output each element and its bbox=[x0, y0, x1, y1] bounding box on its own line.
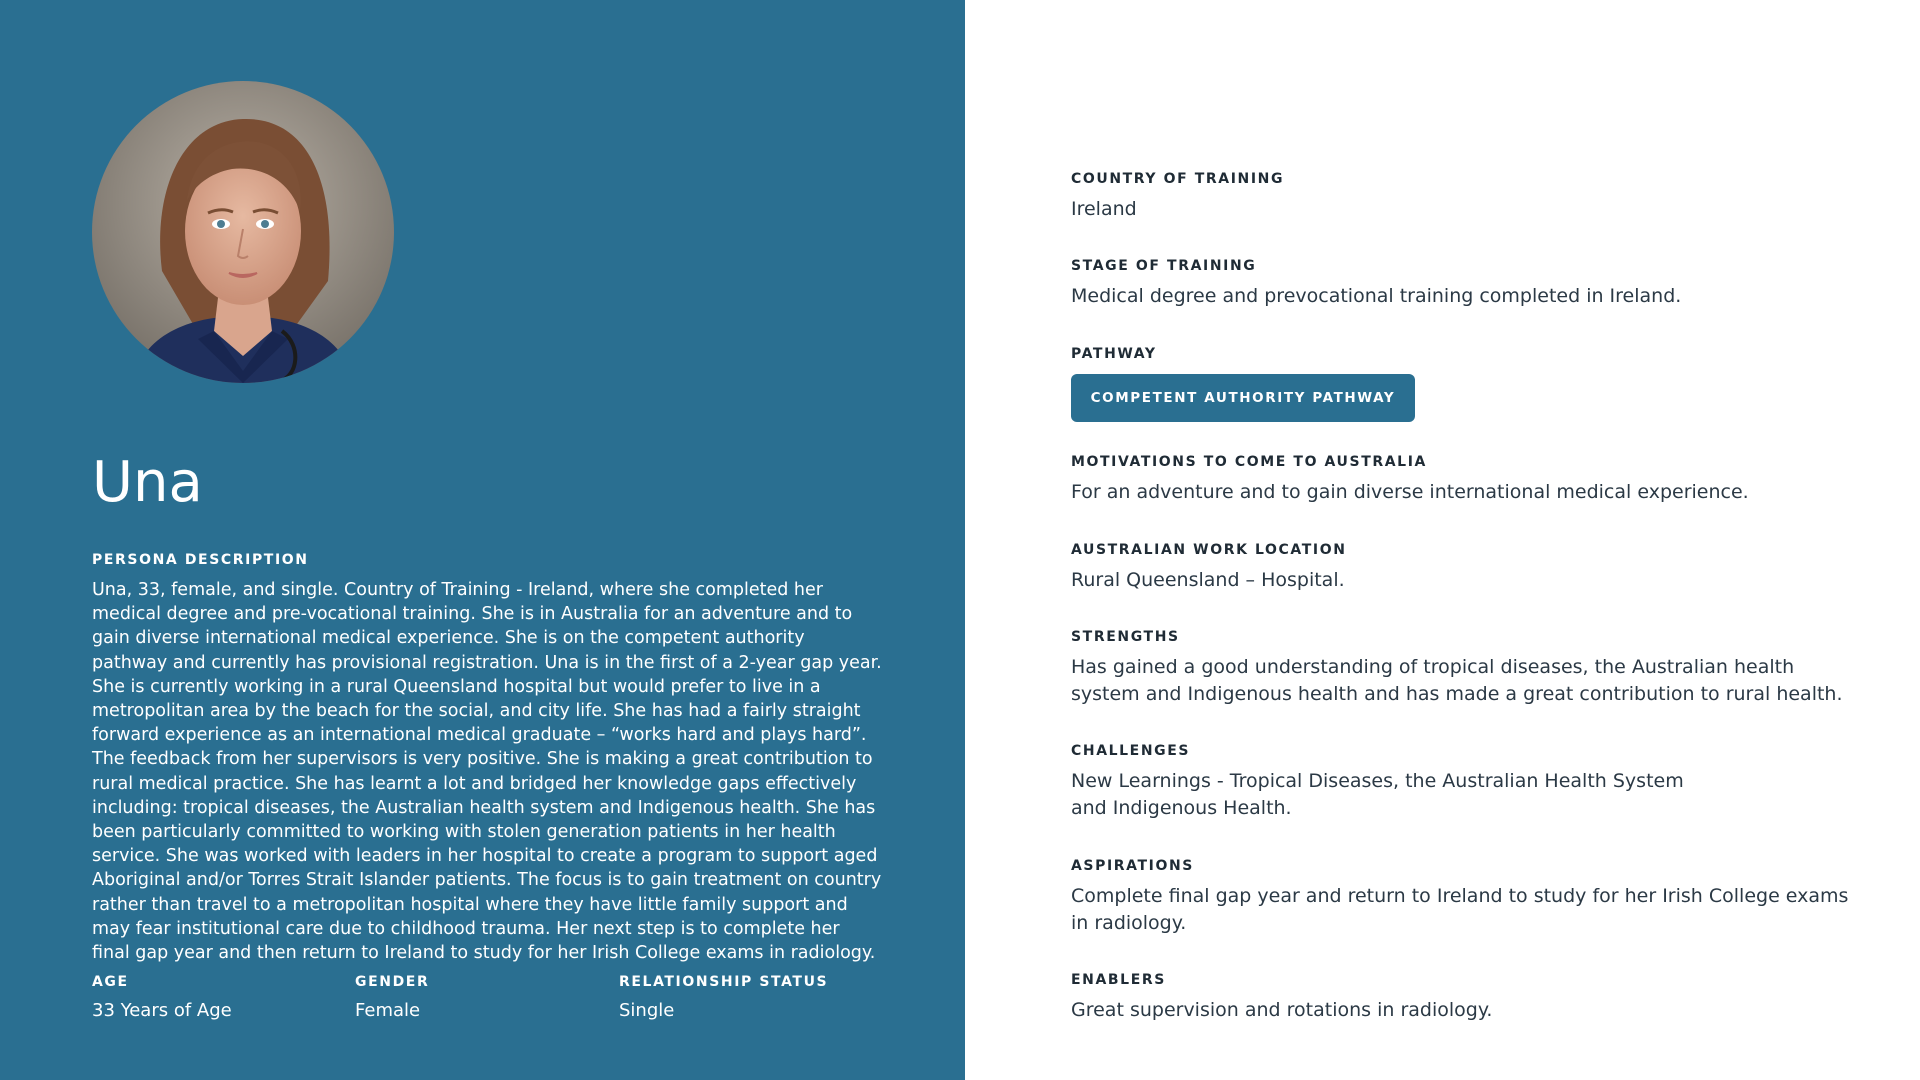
persona-details bbox=[1071, 0, 1851, 1080]
location-label: AUSTRALIAN WORK LOCATION bbox=[1071, 542, 1347, 558]
pathway-label: PATHWAY bbox=[1071, 346, 1157, 362]
persona-meta bbox=[92, 973, 892, 1033]
avatar bbox=[92, 81, 394, 383]
age-field bbox=[92, 973, 232, 1023]
persona-description: Una, 33, female, and single. Country of Training - Ireland, where she completed her medical degree and pre-vocational training. She is in Australia for an adventure and to gain diverse international medical experience. She is on the competent authority pathway and currently has provisional registration. Una is in the first of a 2-year gap year. She is currently working in a rural Queensland hospital but would prefer to live in a metropolitan area by the beach for the social, and city life. She has had a fairly straight forward experience as an international medical graduate – “works hard and plays hard”. The feedback from her supervisors is very positive. She is making a great contribution to rural medical practice. She has learnt a lot and bridged her knowledge gaps effectively including: tropical diseases, the Australian health system and Indigenous health. She has been particularly committed to working with stolen generation patients in her health service. She was worked with leaders in her hospital to create a program to support aged Aboriginal and/or Torres Strait Islander patients. The focus is to gain treatment on country rather than travel to a metropolitan hospital where they have little family support and may fear institutional care due to childhood trauma. Her next step is to complete her final gap year and then return to Ireland to study for her Irish College exams in radiology. bbox=[92, 580, 882, 964]
strengths-value: Has gained a good understanding of tropical diseases, the Australian health system and Indigenous health and has made a great contribution to rural health. bbox=[1071, 656, 1843, 705]
gender-field bbox=[355, 973, 429, 1023]
gender-value: Female bbox=[355, 1000, 421, 1021]
motivations-field bbox=[1071, 453, 1851, 506]
aspirations-field bbox=[1071, 857, 1851, 937]
persona-photo-icon bbox=[92, 81, 394, 383]
enablers-label: ENABLERS bbox=[1071, 972, 1166, 988]
location-field bbox=[1071, 541, 1851, 594]
relationship-field bbox=[619, 973, 828, 1023]
persona-name: Una bbox=[92, 450, 203, 515]
aspirations-label: ASPIRATIONS bbox=[1071, 858, 1194, 874]
challenges-value: New Learnings - Tropical Diseases, the Australian Health System and Indigenous Health. bbox=[1071, 770, 1684, 819]
age-label: AGE bbox=[92, 974, 129, 990]
country-value: Ireland bbox=[1071, 198, 1137, 220]
challenges-field bbox=[1071, 742, 1721, 822]
relationship-label: RELATIONSHIP STATUS bbox=[619, 974, 829, 990]
strengths-label: STRENGTHS bbox=[1071, 629, 1180, 645]
gender-label: GENDER bbox=[355, 974, 430, 990]
enablers-value: Great supervision and rotations in radiology. bbox=[1071, 999, 1493, 1021]
pathway-field bbox=[1071, 345, 1851, 422]
aspirations-value: Complete final gap year and return to Ireland to study for her Irish College exams in radiology. bbox=[1071, 885, 1849, 934]
location-value: Rural Queensland – Hospital. bbox=[1071, 569, 1345, 591]
motivations-value: For an adventure and to gain diverse international medical experience. bbox=[1071, 481, 1749, 503]
stage-field bbox=[1071, 257, 1851, 310]
enablers-field bbox=[1071, 971, 1851, 1024]
relationship-value: Single bbox=[619, 1000, 675, 1021]
pathway-badge: COMPETENT AUTHORITY PATHWAY bbox=[1071, 374, 1415, 422]
stage-value: Medical degree and prevocational training completed in Ireland. bbox=[1071, 285, 1682, 307]
motivations-label: MOTIVATIONS TO COME TO AUSTRALIA bbox=[1071, 454, 1427, 470]
strengths-field bbox=[1071, 628, 1851, 708]
age-value: 33 Years of Age bbox=[92, 1000, 232, 1021]
persona-description-label: PERSONA DESCRIPTION bbox=[92, 552, 309, 568]
country-label: COUNTRY OF TRAINING bbox=[1071, 171, 1285, 187]
stage-label: STAGE OF TRAINING bbox=[1071, 258, 1257, 274]
country-field bbox=[1071, 170, 1851, 223]
challenges-label: CHALLENGES bbox=[1071, 743, 1191, 759]
